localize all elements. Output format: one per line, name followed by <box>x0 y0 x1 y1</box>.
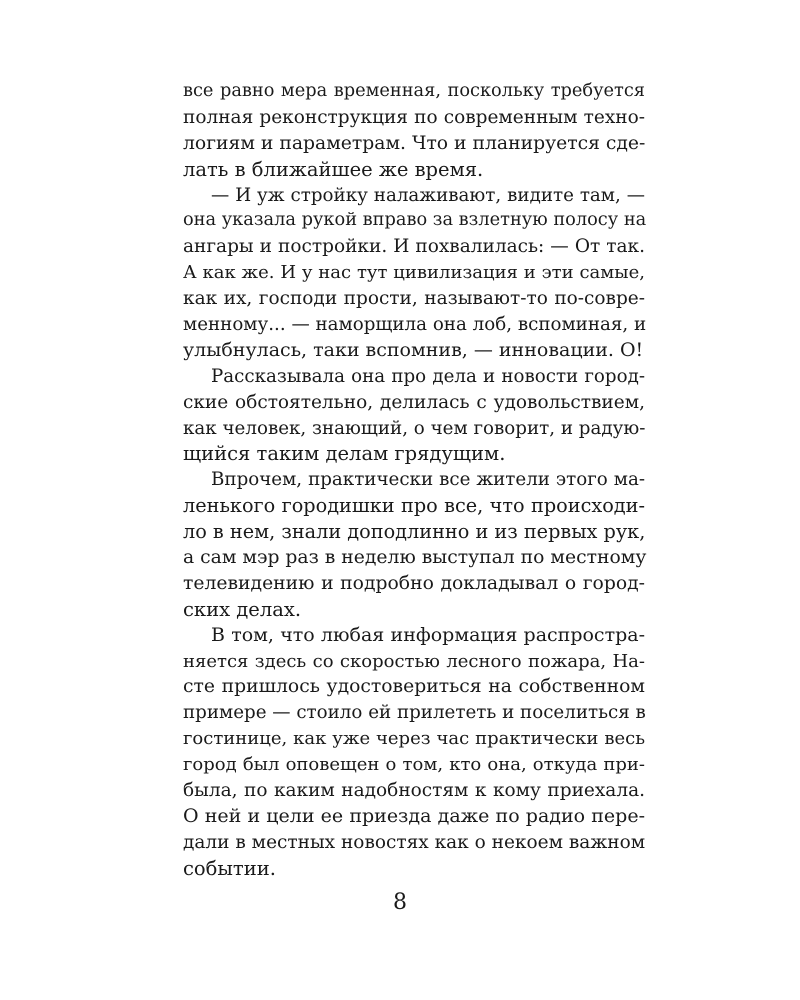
text-line: ленького городишки про все, что происходи- <box>183 494 645 518</box>
text-line: примере — стоило ей прилететь и поселиться в <box>183 702 646 724</box>
text-line: Впрочем, практически все жители этого ма- <box>211 469 645 491</box>
body-text <box>183 79 645 882</box>
text-line: событии. <box>183 856 276 880</box>
text-line: гостинице, как уже через час практически весь <box>183 728 645 750</box>
text-line: Рассказывала она про дела и новости город- <box>211 365 645 387</box>
text-line: щийся таким делам грядущим. <box>183 442 506 466</box>
text-line: ские обстоятельно, делилась с удовольствием, <box>183 391 645 413</box>
text-line: дали в местных новостях как о некоем важном <box>183 831 646 853</box>
text-line: лать в ближайшее же время. <box>183 157 484 181</box>
text-line: как человек, знающий, о чем говорит, и радую- <box>183 417 646 439</box>
text-line: — И уж стройку налаживают, видите там, — <box>211 184 645 206</box>
text-line: была, по каким надобностям к кому приехала. <box>183 780 645 802</box>
text-line: улыбнулась, таки вспомнив, — инновации. О! <box>183 338 644 361</box>
text-line: город был оповещен о том, кто она, откуда при- <box>183 754 645 776</box>
text-line: ангары и постройки. И похвалилась: — От так. <box>183 236 645 258</box>
text-line: телевидению и подробно докладывал о город- <box>183 572 645 594</box>
text-line: логиям и параметрам. Что и планируется сде- <box>183 132 646 154</box>
text-line: менному... — наморщила она лоб, вспоминая, и <box>183 314 647 336</box>
text-line: полная реконструкция по современным техно- <box>183 106 645 128</box>
text-line: няется здесь со скоростью лесного пожара, На- <box>183 650 645 672</box>
text-line: В том, что любая информация распростра- <box>211 623 645 646</box>
text-line: ло в нем, знали доподлинно и из первых рук, <box>183 520 646 544</box>
text-line: сте пришлось удостовериться на собственном <box>183 676 645 698</box>
text-line: как их, господи прости, называют-то по-совре- <box>183 288 645 310</box>
text-line: а сам мэр раз в неделю выступал по местному <box>183 547 647 569</box>
text-line: А как же. И у нас тут цивилизация и эти самые, <box>183 262 645 284</box>
text-line: все равно мера временная, поскольку требуется <box>183 81 645 101</box>
text-line: О ней и цели ее приезда даже по радио пере- <box>183 804 645 827</box>
text-line: она указала рукой вправо за взлетную полосу на <box>183 210 647 231</box>
page-number: 8 <box>393 890 407 915</box>
text-line: ских делах. <box>183 597 302 621</box>
